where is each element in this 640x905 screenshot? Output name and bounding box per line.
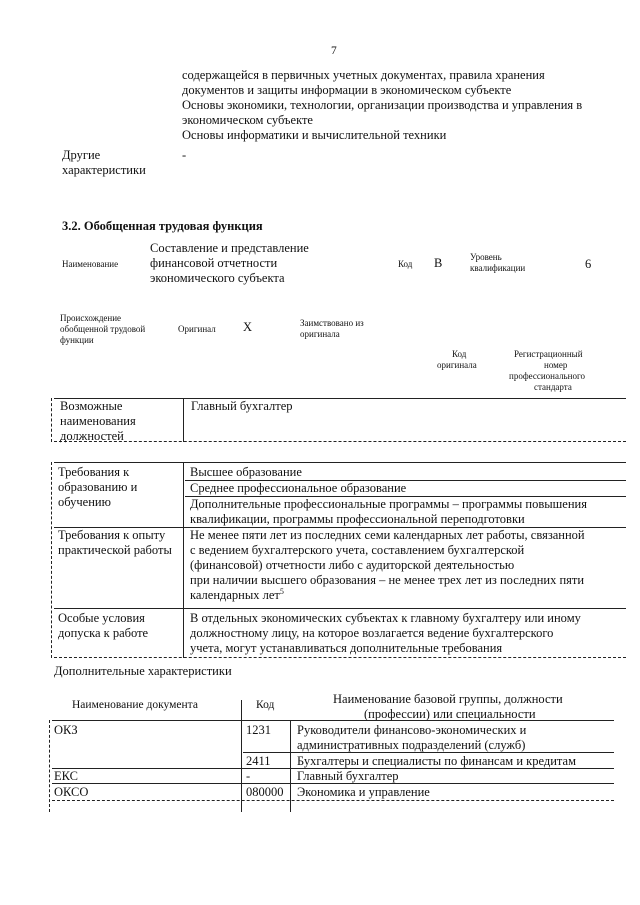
header-name-2: (профессии) или специальности: [364, 707, 536, 721]
positions-label-1: Возможные: [60, 399, 123, 413]
add-left-border: [49, 720, 50, 812]
intro-line-3: Основы экономики, технологии, организации производства и управления в: [182, 98, 583, 112]
education-value-2: Среднее профессиональное образование: [190, 481, 407, 495]
origin-label-2: обобщенной трудовой: [60, 324, 146, 334]
row-eks-doc: ЕКС: [54, 769, 78, 783]
intro-line-5: Основы информатики и вычислительной техники: [182, 128, 447, 142]
footnote-marker: 5: [279, 586, 284, 596]
code-original-label-1: Код: [452, 349, 467, 359]
req-top-rule: [54, 462, 626, 463]
reg-number-label-4: стандарта: [534, 382, 572, 392]
other-chars-value: -: [182, 148, 187, 162]
special-value-2: должностному лицу, на которое возлагается ведение бухгалтерского: [190, 626, 554, 640]
intro-line-4: экономическом субъекте: [182, 113, 313, 127]
code-value: B: [434, 256, 443, 270]
experience-label-2: практической работы: [58, 543, 172, 557]
row-2411-name: Бухгалтеры и специалисты по финансам и кредитам: [297, 754, 576, 768]
reg-number-label-3: профессионального: [509, 371, 585, 381]
other-chars-label-1: Другие: [62, 148, 101, 162]
education-value-3: Дополнительные профессиональные программы – программы повышения: [190, 497, 587, 511]
positions-value: Главный бухгалтер: [191, 399, 293, 413]
reg-number-label-2: номер: [544, 360, 568, 370]
req-divider: [183, 462, 184, 658]
positions-top-rule: [54, 398, 626, 399]
experience-value-3: (финансовой) отчетности либо с аудиторской деятельностью: [190, 558, 515, 572]
experience-value-4: при наличии высшего образования – не менее трех лет из последних пяти: [190, 573, 585, 587]
origin-label-3: функции: [60, 335, 94, 345]
education-value-4: квалификации, программы профессиональной переподготовки: [190, 512, 525, 526]
page-number: 7: [331, 45, 337, 57]
additional-title: Дополнительные характеристики: [54, 664, 232, 678]
level-value: 6: [585, 257, 592, 271]
intro-line-2: документов и защиты информации в экономическом субъекте: [182, 83, 512, 97]
special-label-1: Особые условия: [58, 611, 145, 625]
borrowed-label-1: Заимствовано из: [300, 318, 364, 328]
reg-number-label-1: Регистрационный: [514, 349, 583, 359]
borrowed-label-2: оригинала: [300, 329, 340, 339]
education-label-3: обучению: [58, 495, 111, 509]
special-label-2: допуска к работе: [58, 626, 149, 640]
experience-label-1: Требования к опыту: [58, 528, 166, 542]
original-label: Оригинал: [178, 324, 216, 334]
row-okz-rule: [243, 752, 614, 753]
req-bottom-rule: [54, 657, 626, 658]
level-label-1: Уровень: [470, 252, 502, 262]
row-okz-name-1: Руководители финансово-экономических и: [297, 723, 527, 737]
education-label-2: образованию и: [58, 480, 138, 494]
section-title: 3.2. Обобщенная трудовая функция: [62, 219, 263, 233]
name-label: Наименование: [62, 259, 119, 269]
add-code-divider: [290, 720, 291, 812]
original-mark: X: [243, 320, 253, 334]
row-eks-code: -: [246, 769, 251, 783]
row-okz-doc: ОКЗ: [54, 723, 78, 737]
row-okso-name: Экономика и управление: [297, 785, 430, 799]
positions-bottom-rule: [54, 441, 626, 442]
education-value-1: Высшее образование: [190, 465, 302, 479]
experience-value-5-text: календарных лет: [190, 588, 280, 602]
experience-value-5: [190, 588, 284, 603]
req-left-border: [51, 462, 52, 658]
row-okz-name-2: административных подразделений (служб): [297, 738, 526, 752]
header-doc: Наименование документа: [72, 699, 198, 711]
education-label-1: Требования к: [58, 465, 130, 479]
row-okso-code: 080000: [246, 785, 284, 799]
special-value-1: В отдельных экономических субъектах к главному бухгалтеру или иному: [190, 611, 581, 625]
row-eks-rule: [52, 783, 614, 784]
experience-value-1: Не менее пяти лет из последних семи календарных лет работы, связанной: [190, 528, 585, 542]
row-eks-name: Главный бухгалтер: [297, 769, 399, 783]
intro-line-1: содержащейся в первичных учетных документах, правила хранения: [182, 68, 545, 82]
experience-value-2: с ведением бухгалтерского учета, составлением бухгалтерской: [190, 543, 525, 557]
other-chars-label-2: характеристики: [62, 163, 146, 177]
special-value-3: учета, могут устанавливаться дополнительные требования: [190, 641, 503, 655]
header-code: Код: [256, 699, 275, 711]
name-value-3: экономического субъекта: [150, 271, 285, 285]
add-doc-divider: [241, 700, 242, 812]
positions-left-border: [51, 398, 52, 442]
positions-label-2: наименования: [60, 414, 136, 428]
level-label-2: квалификации: [470, 263, 526, 273]
origin-label-1: Происхождение: [60, 313, 122, 323]
special-top-rule: [54, 608, 626, 609]
code-label: Код: [398, 259, 413, 269]
row-okso-doc: ОКСО: [54, 785, 89, 799]
name-value-2: финансовой отчетности: [150, 256, 278, 270]
add-bottom-rule: [52, 800, 614, 801]
code-original-label-2: оригинала: [437, 360, 477, 370]
header-name-1: Наименование базовой группы, должности: [333, 692, 563, 706]
row-2411-code: 2411: [246, 754, 271, 768]
add-header-rule: [52, 720, 614, 721]
positions-divider: [183, 398, 184, 442]
row-okz-code: 1231: [246, 723, 271, 737]
name-value-1: Составление и представление: [150, 241, 309, 255]
positions-label-3: должностей: [60, 429, 124, 443]
